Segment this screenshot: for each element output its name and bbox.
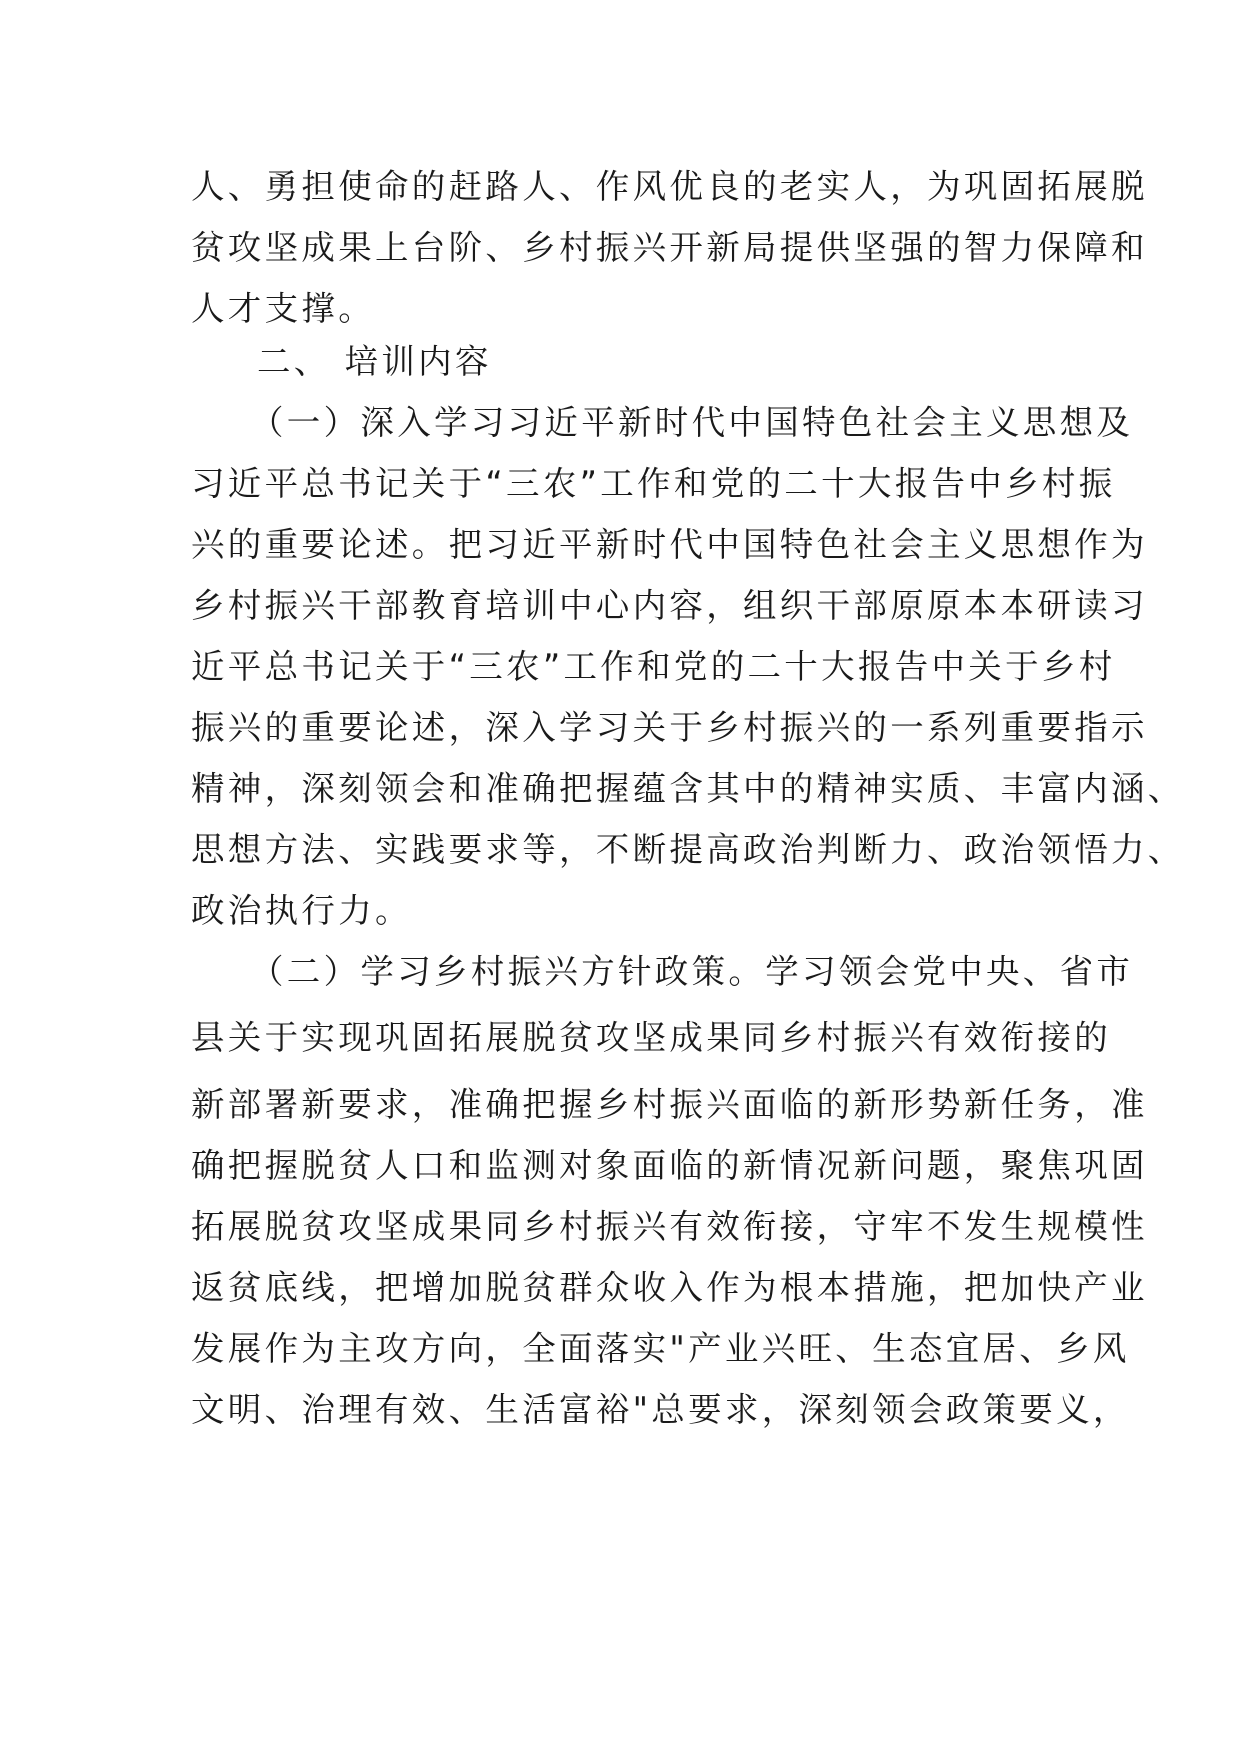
body-text-line: 人、勇担使命的赶路人、作风优良的老实人，为巩固拓展脱 [191, 167, 1148, 206]
body-text-line: 振兴的重要论述，深入学习关于乡村振兴的一系列重要指示 [191, 708, 1148, 747]
body-text-line: 政治执行力。 [191, 891, 412, 930]
body-text-line: 发展作为主攻方向，全面落实"产业兴旺、生态宜居、乡风 [191, 1329, 1130, 1368]
body-text-line: 新部署新要求，准确把握乡村振兴面临的新形势新任务，准 [191, 1085, 1148, 1124]
body-text-line: 习近平总书记关于“三农”工作和党的二十大报告中乡村振 [191, 464, 1116, 503]
section-heading: 二、 培训内容 [257, 342, 492, 381]
body-text-line: 乡村振兴干部教育培训中心内容，组织干部原原本本研读习 [191, 586, 1148, 625]
body-text-line: 精神，深刻领会和准确把握蕴含其中的精神实质、丰富内涵、 [191, 769, 1185, 808]
body-text-line: 返贫底线，把增加脱贫群众收入作为根本措施，把加快产业 [191, 1268, 1148, 1307]
body-text-line: （一）深入学习习近平新时代中国特色社会主义思想及 [250, 403, 1134, 442]
body-text-line: 县关于实现巩固拓展脱贫攻坚成果同乡村振兴有效衔接的 [191, 1018, 1111, 1057]
body-text-line: 近平总书记关于“三农”工作和党的二十大报告中关于乡村 [191, 647, 1116, 686]
body-text-line: 确把握脱贫人口和监测对象面临的新情况新问题，聚焦巩固 [191, 1146, 1148, 1185]
body-text-line: 文明、治理有效、生活富裕"总要求，深刻领会政策要义， [191, 1390, 1130, 1429]
body-text-line: 拓展脱贫攻坚成果同乡村振兴有效衔接，守牢不发生规模性 [191, 1207, 1148, 1246]
body-text-line: 兴的重要论述。把习近平新时代中国特色社会主义思想作为 [191, 525, 1148, 564]
body-text-line: （二）学习乡村振兴方针政策。学习领会党中央、省市 [250, 952, 1134, 991]
body-text-line: 思想方法、实践要求等，不断提高政治判断力、政治领悟力、 [191, 830, 1185, 869]
body-text-line: 人才支撑。 [191, 289, 375, 328]
body-text-line: 贫攻坚成果上台阶、乡村振兴开新局提供坚强的智力保障和 [191, 228, 1148, 267]
